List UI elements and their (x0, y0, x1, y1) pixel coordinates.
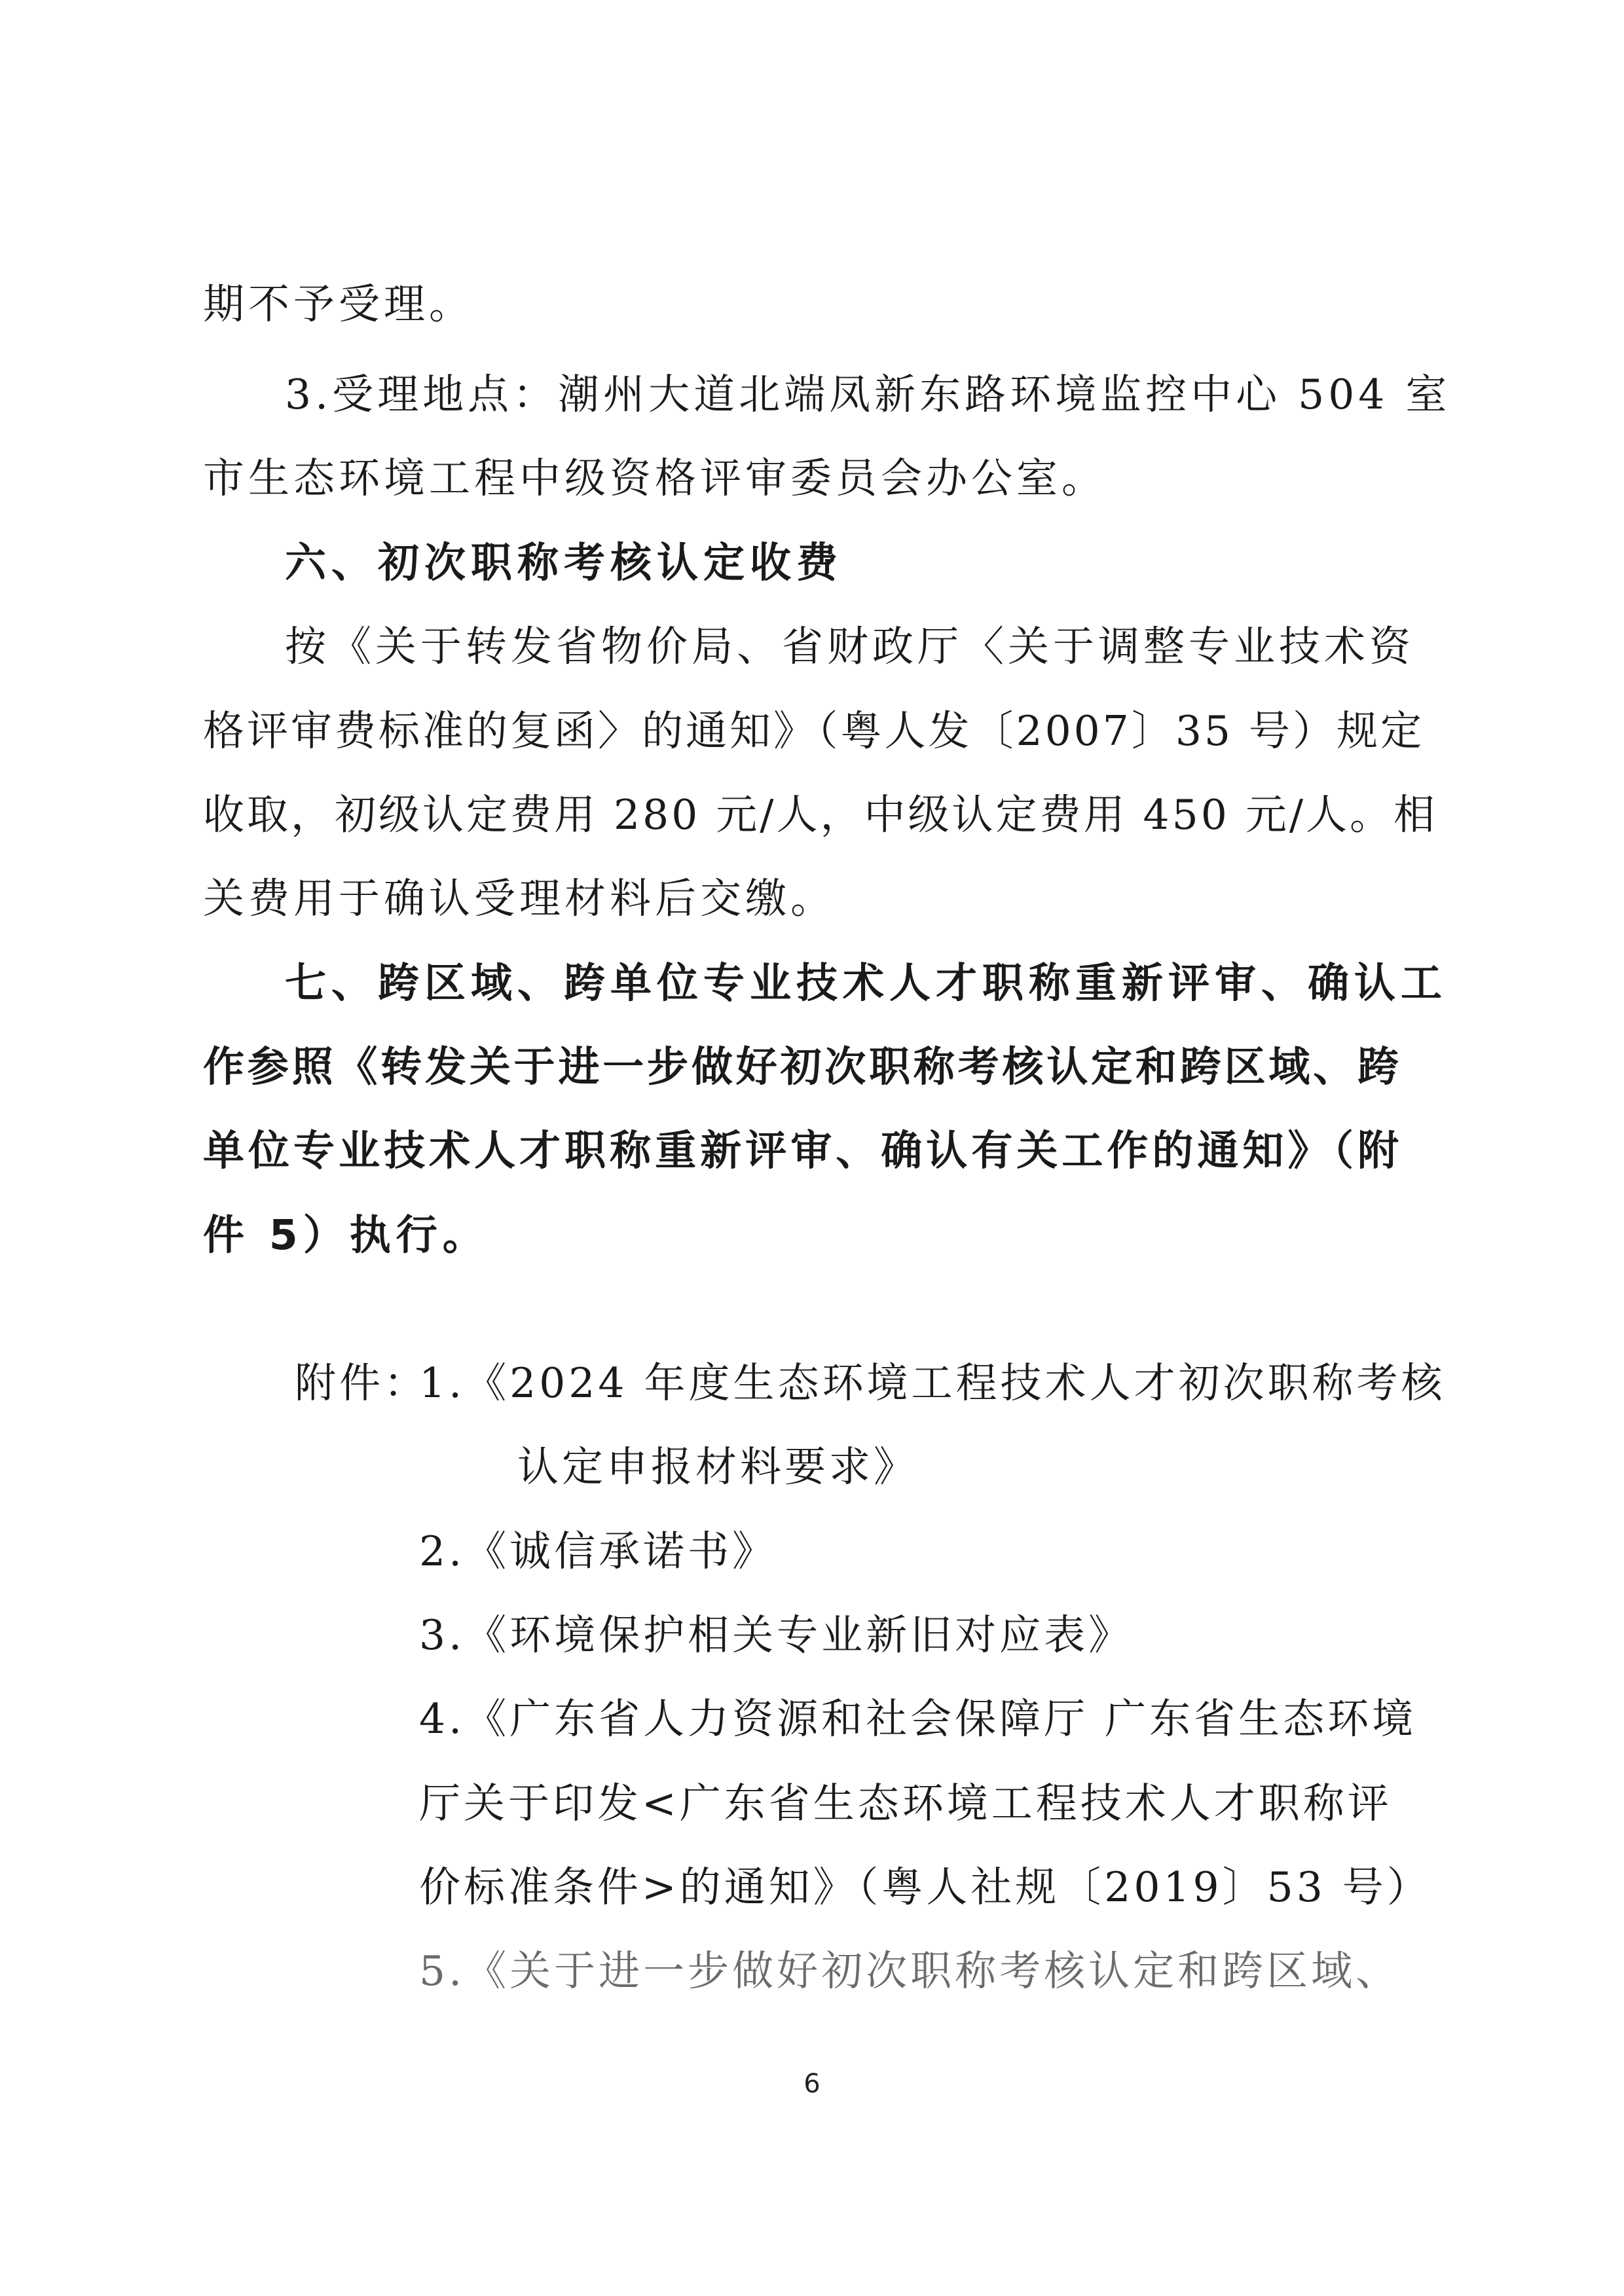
attachment-5-line-1: 5.《关于进一步做好初次职称考核认定和跨区域、 (419, 1947, 1401, 1995)
section-6-paragraph-line-3: 收取，初级认定费用 280 元/人，中级认定费用 450 元/人。相 (203, 791, 1438, 839)
section-6-heading: 六、初次职称考核认定收费 (285, 539, 843, 587)
item-3-line-1: 3.受理地点：潮州大道北端凤新东路环境监控中心 504 室 (285, 371, 1451, 418)
body-line-continuation: 期不予受理。 (203, 280, 474, 328)
section-6-paragraph-line-1: 按《关于转发省物价局、省财政厅〈关于调整专业技术资 (285, 623, 1414, 670)
attachment-4-line-2: 厅关于印发<广东省生态环境工程技术人才职称评 (419, 1779, 1392, 1827)
section-7-line-3: 单位专业技术人才职称重新评审、确认有关工作的通知》（附 (203, 1127, 1401, 1175)
section-7-line-4: 件 5）执行。 (203, 1211, 489, 1259)
section-7-line-2: 作参照《转发关于进一步做好初次职称考核认定和跨区域、跨 (203, 1043, 1401, 1091)
attachment-4-line-3: 价标准条件>的通知》（粤人社规〔2019〕53 号） (419, 1863, 1431, 1911)
attachment-3: 3.《环境保护相关专业新旧对应表》 (419, 1611, 1134, 1659)
attachment-2: 2.《诚信承诺书》 (419, 1527, 777, 1575)
attachments-label: 附件： (295, 1359, 428, 1407)
section-6-paragraph-line-2: 格评审费标准的复函〉的通知》（粤人发〔2007〕35 号）规定 (203, 707, 1425, 755)
page-number: 6 (803, 2069, 821, 2099)
section-6-paragraph-line-4: 关费用于确认受理材料后交缴。 (203, 875, 836, 922)
item-3-line-2: 市生态环境工程中级资格评审委员会办公室。 (203, 454, 1107, 502)
attachment-1-line-2: 认定申报材料要求》 (517, 1443, 918, 1491)
attachment-4-line-1: 4.《广东省人力资源和社会保障厅 广东省生态环境 (419, 1695, 1417, 1743)
section-7-line-1: 七、跨区域、跨单位专业技术人才职称重新评审、确认工 (285, 959, 1447, 1007)
attachment-1-line-1: 1.《2024 年度生态环境工程技术人才初次职称考核 (419, 1359, 1446, 1407)
